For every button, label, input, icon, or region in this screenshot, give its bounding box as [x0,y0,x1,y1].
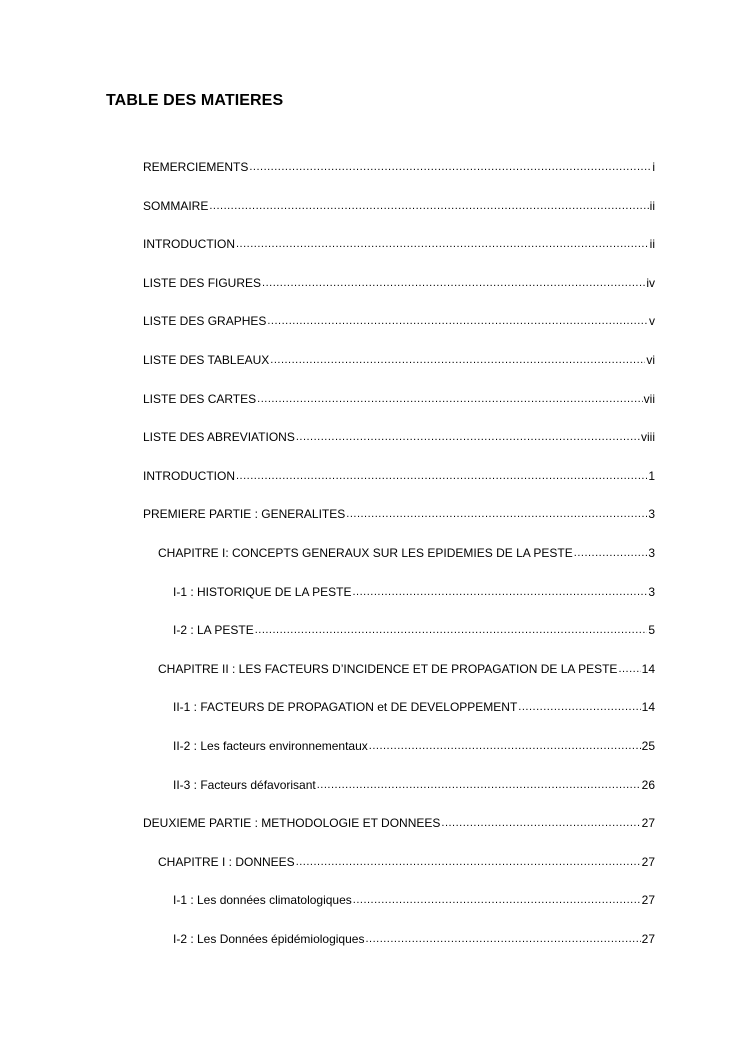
toc-entry[interactable] [158,544,655,562]
dot-leader [353,891,641,909]
toc-entry-label: REMERCIEMENTS [143,160,249,174]
dot-leader [618,660,640,678]
toc-entry-page-number: 3 [648,546,655,560]
dot-leader [236,235,649,253]
dot-leader [317,776,641,794]
toc-entry[interactable] [143,312,655,330]
toc-entry-label: SOMMAIRE [143,199,209,213]
toc-entry-label: I-2 : LA PESTE [173,623,254,637]
toc-entry[interactable] [173,776,655,794]
toc-entry-label: II-3 : Facteurs défavorisant [173,778,316,792]
toc-entry-label: INTRODUCTION [143,237,235,251]
dot-leader [267,312,648,330]
toc-entry-label: I-1 : Les données climatologiques [173,893,352,907]
dot-leader [518,698,640,716]
toc-entry-label: I-1 : HISTORIQUE DE LA PESTE [173,585,352,599]
toc-entry-label: CHAPITRE I : DONNEES [158,855,295,869]
dot-leader [353,583,648,601]
toc-entry[interactable] [173,621,655,639]
dot-leader [249,158,651,176]
dot-leader [236,467,647,485]
toc-entry-page-number: 27 [641,816,655,830]
dot-leader [255,621,648,639]
toc-entry-page-number: 14 [641,700,655,714]
toc-entry-page-number: 27 [641,855,655,869]
dot-leader [574,544,648,562]
toc-entry[interactable] [143,814,655,832]
toc-entry[interactable] [173,737,655,755]
toc-entry-label: LISTE DES FIGURES [143,276,262,290]
toc-entry-page-number: viii [641,430,655,444]
toc-entry-page-number: 5 [648,623,655,637]
dot-leader [369,737,641,755]
toc-entry-label: DEUXIEME PARTIE : METHODOLOGIE ET DONNEES [143,816,441,830]
toc-entry-page-number: iv [646,276,655,290]
toc-entry[interactable] [143,467,655,485]
toc-entry-page-number: 1 [648,469,655,483]
dot-leader [296,428,640,446]
toc-entry-label: II-2 : Les facteurs environnementaux [173,739,368,753]
toc-entry-label: LISTE DES ABREVIATIONS [143,430,295,444]
toc-entry-page-number: ii [649,199,655,213]
toc-entry-page-number: 14 [641,662,655,676]
dot-leader [270,351,645,369]
toc-entry[interactable] [158,853,655,871]
dot-leader [209,197,648,215]
toc-entry-page-number: 27 [641,932,655,946]
toc-entry-page-number: v [649,314,655,328]
toc-entry[interactable] [158,660,655,678]
toc-entry-label: I-2 : Les Données épidémiologiques [173,932,365,946]
toc-entry-label: INTRODUCTION [143,469,235,483]
toc-entry-page-number: 26 [641,778,655,792]
dot-leader [346,505,647,523]
toc-entry-page-number: ii [649,237,655,251]
toc-entry-label: CHAPITRE I: CONCEPTS GENERAUX SUR LES EPIDEMIES DE LA PESTE [158,546,573,560]
toc-entry[interactable] [143,428,655,446]
toc-entry[interactable] [143,505,655,523]
toc-entry[interactable] [173,930,655,948]
toc-entry[interactable] [173,583,655,601]
toc-entry-label: CHAPITRE II : LES FACTEURS D’INCIDENCE ET DE PROPAGATION DE LA PESTE [158,662,618,676]
toc-entry-page-number: 3 [648,585,655,599]
toc-entry[interactable] [143,158,655,176]
toc-entry-page-number: i [652,160,655,174]
toc-entry[interactable] [143,197,655,215]
toc-entry[interactable] [143,235,655,253]
toc-entry-page-number: 3 [648,507,655,521]
toc-entry-page-number: vi [646,353,655,367]
toc-entry[interactable] [143,390,655,408]
dot-leader [441,814,640,832]
toc-entry[interactable] [173,698,655,716]
toc-entry-page-number: 25 [641,739,655,753]
toc-entry-label: LISTE DES CARTES [143,392,257,406]
toc-entry[interactable] [143,351,655,369]
toc-entry-label: LISTE DES GRAPHES [143,314,267,328]
toc-entry-label: PREMIERE PARTIE : GENERALITES [143,507,346,521]
dot-leader [257,390,643,408]
toc-entry-label: II-1 : FACTEURS DE PROPAGATION et DE DEVELOPPEMENT [173,700,518,714]
toc-entry[interactable] [173,891,655,909]
page-title: TABLE DES MATIERES [106,92,284,109]
toc-entry-page-number: 27 [641,893,655,907]
dot-leader [365,930,640,948]
toc-entry-label: LISTE DES TABLEAUX [143,353,270,367]
dot-leader [296,853,641,871]
toc-entry[interactable] [143,274,655,292]
toc-entry-page-number: vii [643,392,655,406]
dot-leader [262,274,645,292]
